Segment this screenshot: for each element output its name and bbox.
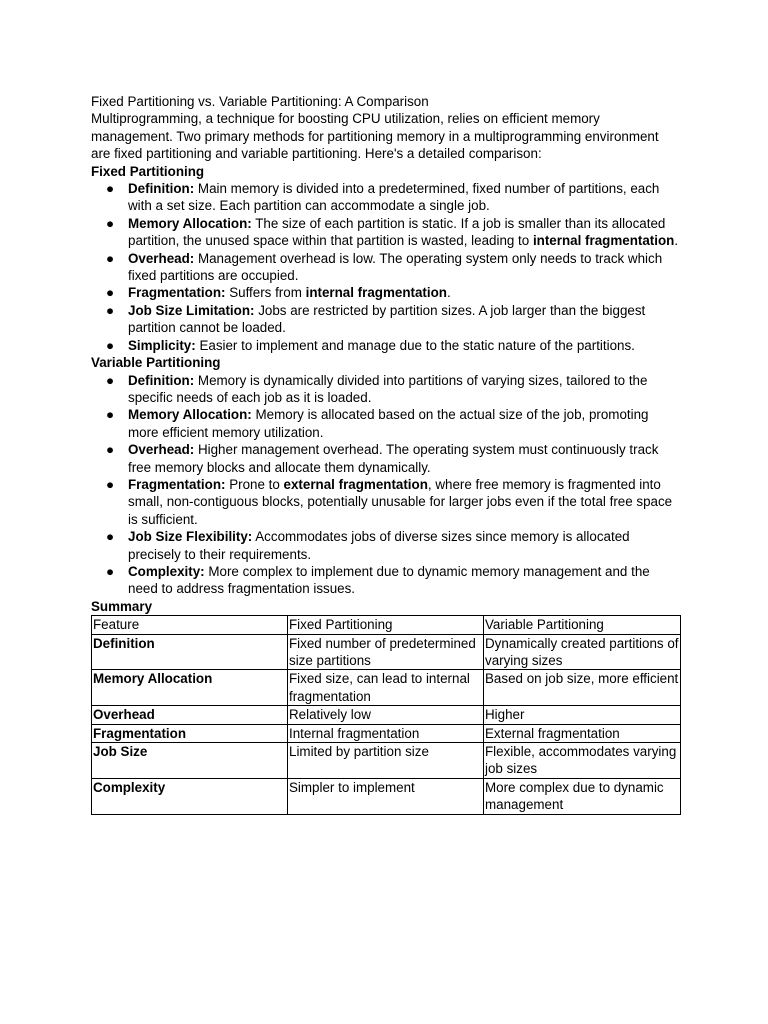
section-heading: Fixed Partitioning xyxy=(91,163,205,179)
bullet-text: Accommodates jobs of diverse sizes since memory is allocated precisely to their requirements. xyxy=(128,529,630,562)
table-cell: Flexible, accommodates varying job sizes xyxy=(484,743,681,779)
bullet-dot-icon: ● xyxy=(106,372,115,388)
bullet-item xyxy=(91,302,681,337)
table-row-feature: Memory Allocation xyxy=(92,670,288,706)
bullet-label: Job Size Limitation: xyxy=(128,302,255,318)
bullet-item xyxy=(91,528,681,563)
table-header-cell: Feature xyxy=(92,616,288,634)
bullet-dot-icon: ● xyxy=(106,529,115,545)
table-cell: Dynamically created partitions of varying sizes xyxy=(485,635,679,668)
document-title: Fixed Partitioning vs. Variable Partitioning: A Comparison xyxy=(91,94,429,109)
bullet-label: Definition: xyxy=(128,372,195,388)
section-heading: Variable Partitioning xyxy=(91,355,221,371)
sections-container xyxy=(91,163,681,598)
bullet-item xyxy=(91,372,681,407)
bullet-dot-icon: ● xyxy=(106,337,115,353)
bullet-text: , where free memory is fragmented into small, non-contiguous blocks, potentially unusable for larger jobs even if the total free space is sufficient. xyxy=(128,476,673,527)
table-row xyxy=(92,670,681,706)
table-header-row xyxy=(92,616,681,634)
summary-table xyxy=(91,615,681,814)
bullet-item xyxy=(91,250,681,285)
table-cell: Based on job size, more efficient xyxy=(484,670,681,706)
table-cell: Simpler to implement xyxy=(288,778,484,814)
bullet-text: The size of each partition is static. If a job is smaller than its allocated partition, the unused space within that partition is wasted, leading to xyxy=(128,215,666,249)
bullet-text: Easier to implement and manage due to the static nature of the partitions. xyxy=(195,337,635,353)
table-row xyxy=(92,634,681,670)
bullet-dot-icon: ● xyxy=(106,181,115,197)
table-row xyxy=(92,743,681,779)
bullet-emphasis: internal fragmentation xyxy=(532,233,675,249)
bullet-list xyxy=(91,180,681,354)
bullet-label: Job Size Flexibility: xyxy=(128,529,253,545)
table-row-feature: Complexity xyxy=(92,778,288,814)
bullet-dot-icon: ● xyxy=(106,302,115,318)
bullet-text: . xyxy=(674,233,679,249)
bullet-dot-icon: ● xyxy=(106,442,115,458)
table-cell: Fixed number of predetermined size partitions xyxy=(288,634,484,670)
bullet-item xyxy=(91,337,681,354)
summary-heading: Summary xyxy=(91,598,153,614)
intro-paragraph: Multiprogramming, a technique for boosting CPU utilization, relies on efficient memory management. Two primary methods for partitioning memory in a multiprogramming environment are fixed partitioning and variable partitioning. Here's a detailed comparison: xyxy=(91,111,659,162)
table-header-cell: Fixed Partitioning xyxy=(288,616,484,634)
table-cell: Limited by partition size xyxy=(288,743,484,779)
table-row-feature: Definition xyxy=(92,634,288,670)
bullet-list xyxy=(91,372,681,598)
table-cell: Higher xyxy=(484,706,681,724)
bullet-item xyxy=(91,476,681,528)
bullet-text: Prone to xyxy=(225,476,284,492)
bullet-text: Jobs are restricted by partition sizes. A job larger than the biggest partition cannot be loaded. xyxy=(128,302,646,336)
bullet-text: Memory is allocated based on the actual size of the job, promoting more efficient memory utilization. xyxy=(128,407,649,440)
bullet-label: Definition: xyxy=(128,181,195,197)
bullet-text: Management overhead is low. The operating system only needs to track which fixed partitions are occupied. xyxy=(128,250,663,284)
bullet-label: Overhead: xyxy=(128,442,195,458)
table-cell: Fixed size, can lead to internal fragmentation xyxy=(288,670,484,706)
bullet-label: Overhead: xyxy=(128,250,195,266)
table-cell: Relatively low xyxy=(288,706,484,724)
bullet-text: . xyxy=(446,285,451,301)
bullet-item xyxy=(91,406,681,441)
bullet-text: Main memory is divided into a predetermined, fixed number of partitions, each with a set size. Each partition can accommodate a single job. xyxy=(128,181,660,214)
table-cell: External fragmentation xyxy=(484,724,681,742)
table-row xyxy=(92,724,681,742)
bullet-label: Fragmentation: xyxy=(128,476,226,492)
table-row-feature: Overhead xyxy=(92,706,288,724)
bullet-item xyxy=(91,441,681,476)
bullet-label: Memory Allocation: xyxy=(128,407,252,423)
bullet-dot-icon: ● xyxy=(106,407,115,423)
summary-table-body xyxy=(92,634,681,814)
bullet-text: Higher management overhead. The operating system must continuously track free memory blocks and allocate them dynamically. xyxy=(128,442,659,475)
table-cell: More complex due to dynamic management xyxy=(484,778,681,814)
bullet-emphasis: internal fragmentation xyxy=(305,285,447,301)
bullet-text: Memory is dynamically divided into partitions of varying sizes, tailored to the specific needs of each job as it is loaded. xyxy=(128,372,648,405)
bullet-text: More complex to implement due to dynamic memory management and the need to address fragmentation issues. xyxy=(128,563,650,597)
bullet-dot-icon: ● xyxy=(106,476,115,492)
bullet-label: Fragmentation: xyxy=(128,285,226,301)
bullet-text: Suffers from xyxy=(225,285,306,301)
bullet-emphasis: external fragmentation xyxy=(283,476,428,492)
table-row-feature: Job Size xyxy=(92,743,288,779)
bullet-dot-icon: ● xyxy=(106,563,115,579)
table-cell: Internal fragmentation xyxy=(288,724,484,742)
bullet-item xyxy=(91,180,681,215)
bullet-item xyxy=(91,284,681,301)
bullet-label: Memory Allocation: xyxy=(128,215,252,231)
summary-table-head xyxy=(92,616,681,634)
bullet-dot-icon: ● xyxy=(106,215,115,231)
bullet-item xyxy=(91,215,681,250)
bullet-label: Simplicity: xyxy=(128,337,196,353)
table-row-feature: Fragmentation xyxy=(92,724,288,742)
bullet-dot-icon: ● xyxy=(106,250,115,266)
bullet-dot-icon: ● xyxy=(106,285,115,301)
document-page xyxy=(91,93,681,815)
table-row xyxy=(92,706,681,724)
bullet-label: Complexity: xyxy=(128,563,205,579)
table-header-cell: Variable Partitioning xyxy=(484,616,681,634)
bullet-item xyxy=(91,563,681,598)
table-row xyxy=(92,778,681,814)
